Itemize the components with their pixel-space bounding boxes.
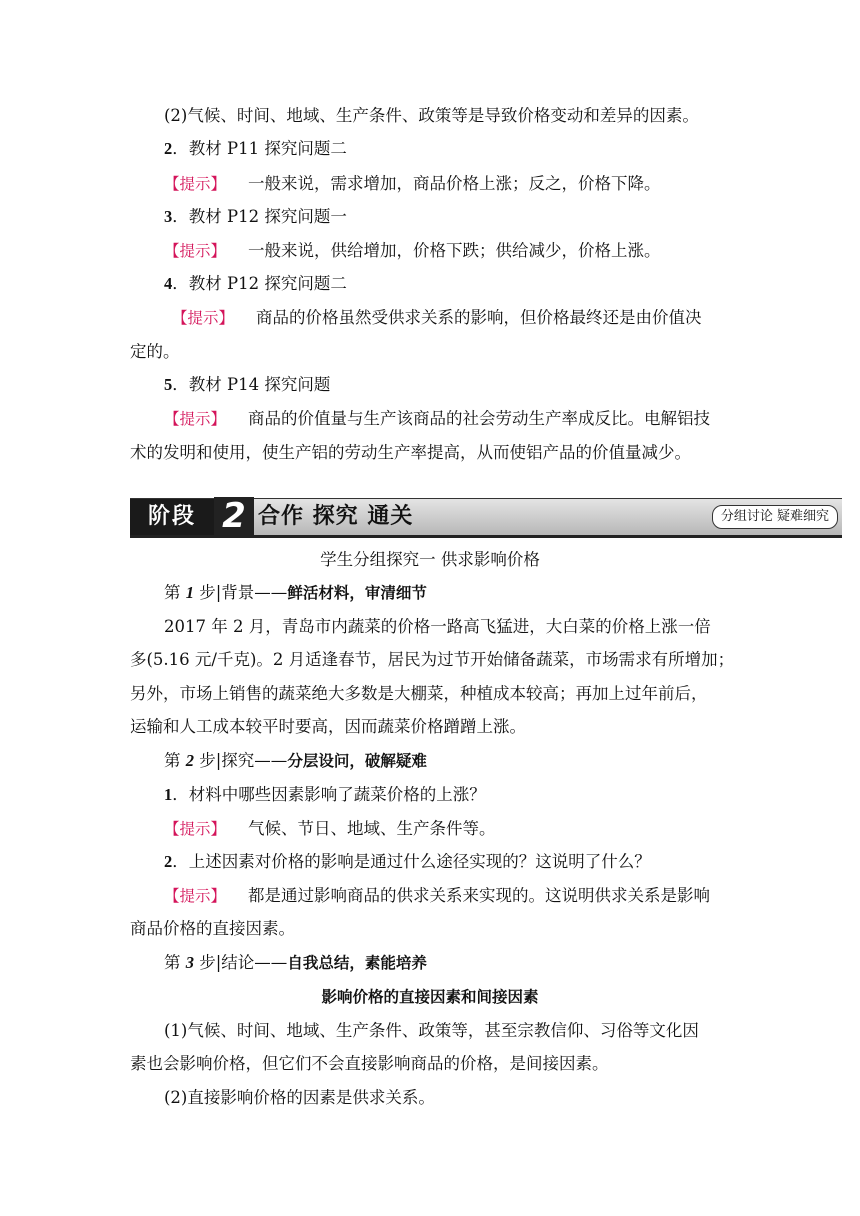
step-prefix: 第 [164, 953, 186, 972]
sub-heading [130, 987, 730, 1007]
material-line-1: 2017 年 2 月，青岛市内蔬菜的价格一路高飞猛进，大白菜的价格上涨一倍 [164, 617, 711, 636]
hint-text: 商品的价值量与生产该商品的社会劳动生产率成反比。电解铝技 [248, 409, 711, 428]
question-number: 3 [164, 207, 173, 226]
question-5 [164, 375, 330, 395]
stage-label: 阶段 [130, 499, 214, 535]
step-bold: 分层设问，破解疑难 [287, 752, 427, 770]
step-label: 步|探究—— [194, 751, 288, 770]
question-number: 1 [164, 785, 173, 804]
conclusion-2: (2)直接影响价格的因素是供求关系。 [164, 1088, 435, 1107]
step-label: 步|结论—— [194, 953, 288, 972]
question-number: 4 [164, 274, 173, 293]
sub-heading-text: 影响价格的直接因素和间接因素 [321, 988, 539, 1006]
stage-banner [130, 498, 842, 538]
step-number: 3 [185, 953, 194, 972]
sub-question-2 [164, 852, 651, 872]
hint-4 [172, 308, 702, 328]
step-1 [164, 583, 427, 603]
hint-label: 【提示】 [164, 887, 227, 905]
sub-hint-1 [164, 819, 496, 839]
step-prefix: 第 [164, 751, 186, 770]
question-text: ．教材 P14 探究问题 [172, 375, 331, 394]
question-text: ．教材 P11 探究问题二 [172, 139, 347, 158]
step-3 [164, 953, 427, 973]
step-bold: 自我总结，素能培养 [287, 954, 427, 972]
hint-2 [164, 174, 661, 194]
step-bold: 鲜活材料，审清细节 [287, 584, 427, 602]
sub-hint-2-continued: 商品价格的直接因素。 [130, 919, 295, 938]
question-text: ．材料中哪些因素影响了蔬菜价格的上涨？ [172, 785, 486, 804]
question-number: 2 [164, 852, 173, 871]
hint-3 [164, 241, 661, 261]
hint-label: 【提示】 [172, 309, 235, 327]
hint-text: 一般来说，需求增加，商品价格上涨；反之，价格下降。 [248, 174, 661, 193]
step-number: 2 [185, 751, 194, 770]
hint-5-continued: 术的发明和使用，使生产铝的劳动生产率提高，从而使铝产品的价值量减少。 [130, 443, 691, 462]
hint-label: 【提示】 [164, 242, 227, 260]
hint-5 [164, 409, 710, 429]
material-line-2: 多(5.16 元/千克)。2 月适逢春节，居民为过节开始储备蔬菜，市场需求有所增加； [130, 650, 735, 669]
conclusion-1: (1)气候、时间、地域、生产条件、政策等，甚至宗教信仰、习俗等文化因 [164, 1021, 699, 1040]
question-number: 5 [164, 375, 173, 394]
step-label: 步|背景—— [194, 583, 288, 602]
material-line-4: 运输和人工成本较平时要高，因而蔬菜价格蹭蹭上涨。 [130, 717, 526, 736]
banner-title: 合作 探究 通关 [258, 504, 414, 529]
material-line-3: 另外，市场上销售的蔬菜绝大多数是大棚菜，种植成本较高；再加上过年前后， [130, 684, 708, 703]
hint-text: 气候、节日、地域、生产条件等。 [248, 819, 496, 838]
question-text: ．上述因素对价格的影响是通过什么途径实现的？这说明了什么？ [172, 852, 651, 871]
question-4 [164, 274, 347, 294]
hint-text: 一般来说，供给增加，价格下跌；供给减少，价格上涨。 [248, 241, 661, 260]
hint-label: 【提示】 [164, 410, 227, 428]
question-text: ．教材 P12 探究问题二 [172, 274, 347, 293]
hint-text: 都是通过影响商品的供求关系来实现的。这说明供求关系是影响 [248, 886, 711, 905]
hint-label: 【提示】 [164, 820, 227, 838]
conclusion-1-continued: 素也会影响价格，但它们不会直接影响商品的价格，是间接因素。 [130, 1054, 609, 1073]
hint-text: 商品的价格虽然受供求关系的影响，但价格最终还是由价值决 [256, 308, 702, 327]
step-number: 1 [185, 583, 194, 602]
question-text: ．教材 P12 探究问题一 [172, 207, 347, 226]
sub-hint-2 [164, 886, 710, 906]
stage-number: 2 [214, 497, 254, 535]
sub-question-1 [164, 785, 486, 805]
hint-label: 【提示】 [164, 175, 227, 193]
banner-tag: 分组讨论 疑难细究 [712, 505, 838, 529]
step-prefix: 第 [164, 583, 186, 602]
paragraph: (2)气候、时间、地域、生产条件、政策等是导致价格变动和差异的因素。 [164, 106, 699, 125]
question-number: 2 [164, 139, 173, 158]
question-3 [164, 207, 347, 227]
step-2 [164, 751, 427, 771]
section-heading: 学生分组探究一 供求影响价格 [320, 550, 540, 569]
hint-4-continued: 定的。 [130, 342, 180, 361]
question-2 [164, 139, 347, 159]
